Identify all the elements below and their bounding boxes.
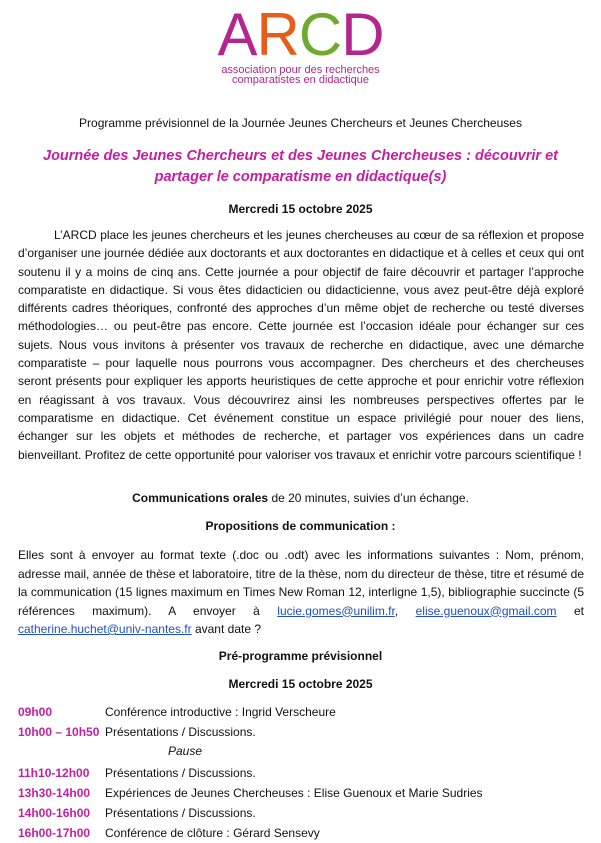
schedule-time: 13h30-14h00 <box>18 786 91 800</box>
email-link-catherine[interactable]: catherine.huchet@univ-nantes.fr <box>18 622 192 636</box>
logo-wordmark <box>217 1 384 68</box>
preprogram-date: Mercredi 15 octobre 2025 <box>228 677 373 691</box>
propositions-body: Elles sont à envoyer au format texte (.doc ou .odt) avec les informations suivantes : Nom, prénom, adresse mail, année de thèse et laboratoire, titre de la thèse, nom du directeur de thèse, titre et résumé de la communication (15 lignes maximum en Times New Roman 12, interligne 1,5), bibliographie succincte (5 références maximum). A envoyer à <box>18 548 584 618</box>
communications-rest: de 20 minutes, suivies d’un échange. <box>268 491 469 505</box>
pause-label: Pause <box>168 744 203 758</box>
logo-letter-d: D <box>341 1 384 68</box>
logo-letter-r: R <box>256 1 299 68</box>
logo-letter-a: A <box>217 1 257 68</box>
email-separator-1: , <box>394 603 416 618</box>
propositions-heading: Propositions de communication : <box>205 519 396 533</box>
email-link-elise[interactable]: elise.guenoux@gmail.com <box>415 603 557 618</box>
schedule-row <box>18 702 588 722</box>
schedule-row <box>18 803 588 823</box>
propositions-tail: avant date ? <box>191 622 262 636</box>
schedule-desc: Conférence de clôture : Gérard Sensevy <box>105 826 320 840</box>
schedule-time: 14h00-16h00 <box>18 806 91 820</box>
program-subtitle: Programme prévisionnel de la Journée Jeunes Chercheurs et Jeunes Chercheuses <box>79 116 522 130</box>
propositions-text <box>18 546 584 639</box>
schedule-time: 09h00 <box>18 705 53 719</box>
schedule-row <box>18 823 588 843</box>
schedule-desc: Présentations / Discussions. <box>105 766 256 780</box>
schedule-desc: Conférence introductive : Ingrid Verscheure <box>105 705 336 719</box>
intro-paragraph: L’ARCD place les jeunes chercheurs et les jeunes chercheuses au cœur de sa réflexion et propose d’organiser une journée dédiée aux doctorants et aux doctorantes en didactique et à celles et ceux qui ont soutenu il y a moins de cinq ans. Cette journée a pour objectif de faire découvrir et partager l’approche comparatiste en didactique. Si vous êtes didacticien ou didacticienne, vous avez peut-être déjà exploré différents cadres théoriques, confronté des approches d’un même objet de recherche ou testé diverses méthodologies… ou peut-être pas encore. Cette journée est l’occasion idéale pour échanger sur ces sujets. Nous vous invitons à présenter vos travaux de recherche en didactique, avec une démarche comparatiste – pour laquelle nous pourrons vous accompagner. Des chercheurs et des chercheuses seront présents pour expliquer les apports heuristiques de cette approche et pour enrichir votre réflexion en réagissant à vos travaux. Vous découvrirez ainsi les nombreuses perspectives offertes par le comparatisme en didactique. Cet événement constitue un espace privilégié pour nouer des liens, échanger sur les objets et méthodes de recherche, et partager vos expériences dans un cadre bienveillant. Profitez de cette opportunité pour valoriser vos travaux et enrichir votre parcours scientifique ! <box>18 228 584 462</box>
schedule-desc: Présentations / Discussions. <box>105 725 256 739</box>
communications-bold: Communications orales <box>132 491 269 505</box>
event-title: Journée des Jeunes Chercheurs et des Jeunes Chercheuses : découvrir et partager le comparatisme en didactique(s) <box>43 148 558 185</box>
logo-tagline-2: comparatistes en didactique <box>232 74 369 86</box>
schedule-row <box>18 763 588 783</box>
schedule-time: 11h10-12h00 <box>18 766 90 780</box>
schedule-time: 10h00 – 10h50 <box>18 725 100 739</box>
event-date: Mercredi 15 octobre 2025 <box>228 202 373 216</box>
logo-letter-c: C <box>298 1 342 68</box>
logo-tagline-1: association pour des recherches <box>221 64 380 76</box>
schedule-time: 16h00-17h00 <box>18 826 91 840</box>
communications-line <box>0 491 601 505</box>
arcd-logo <box>0 1 601 86</box>
email-link-lucie[interactable]: lucie.gomes@unilim.fr <box>277 603 395 618</box>
preprogram-heading: Pré-programme prévisionnel <box>218 649 383 663</box>
schedule-desc: Expériences de Jeunes Chercheuses : Elise Guenoux et Marie Sudries <box>105 786 483 800</box>
schedule-desc: Présentations / Discussions. <box>105 806 256 820</box>
schedule-row <box>18 783 588 803</box>
schedule-row <box>18 722 588 742</box>
email-separator-2: et <box>556 603 584 618</box>
